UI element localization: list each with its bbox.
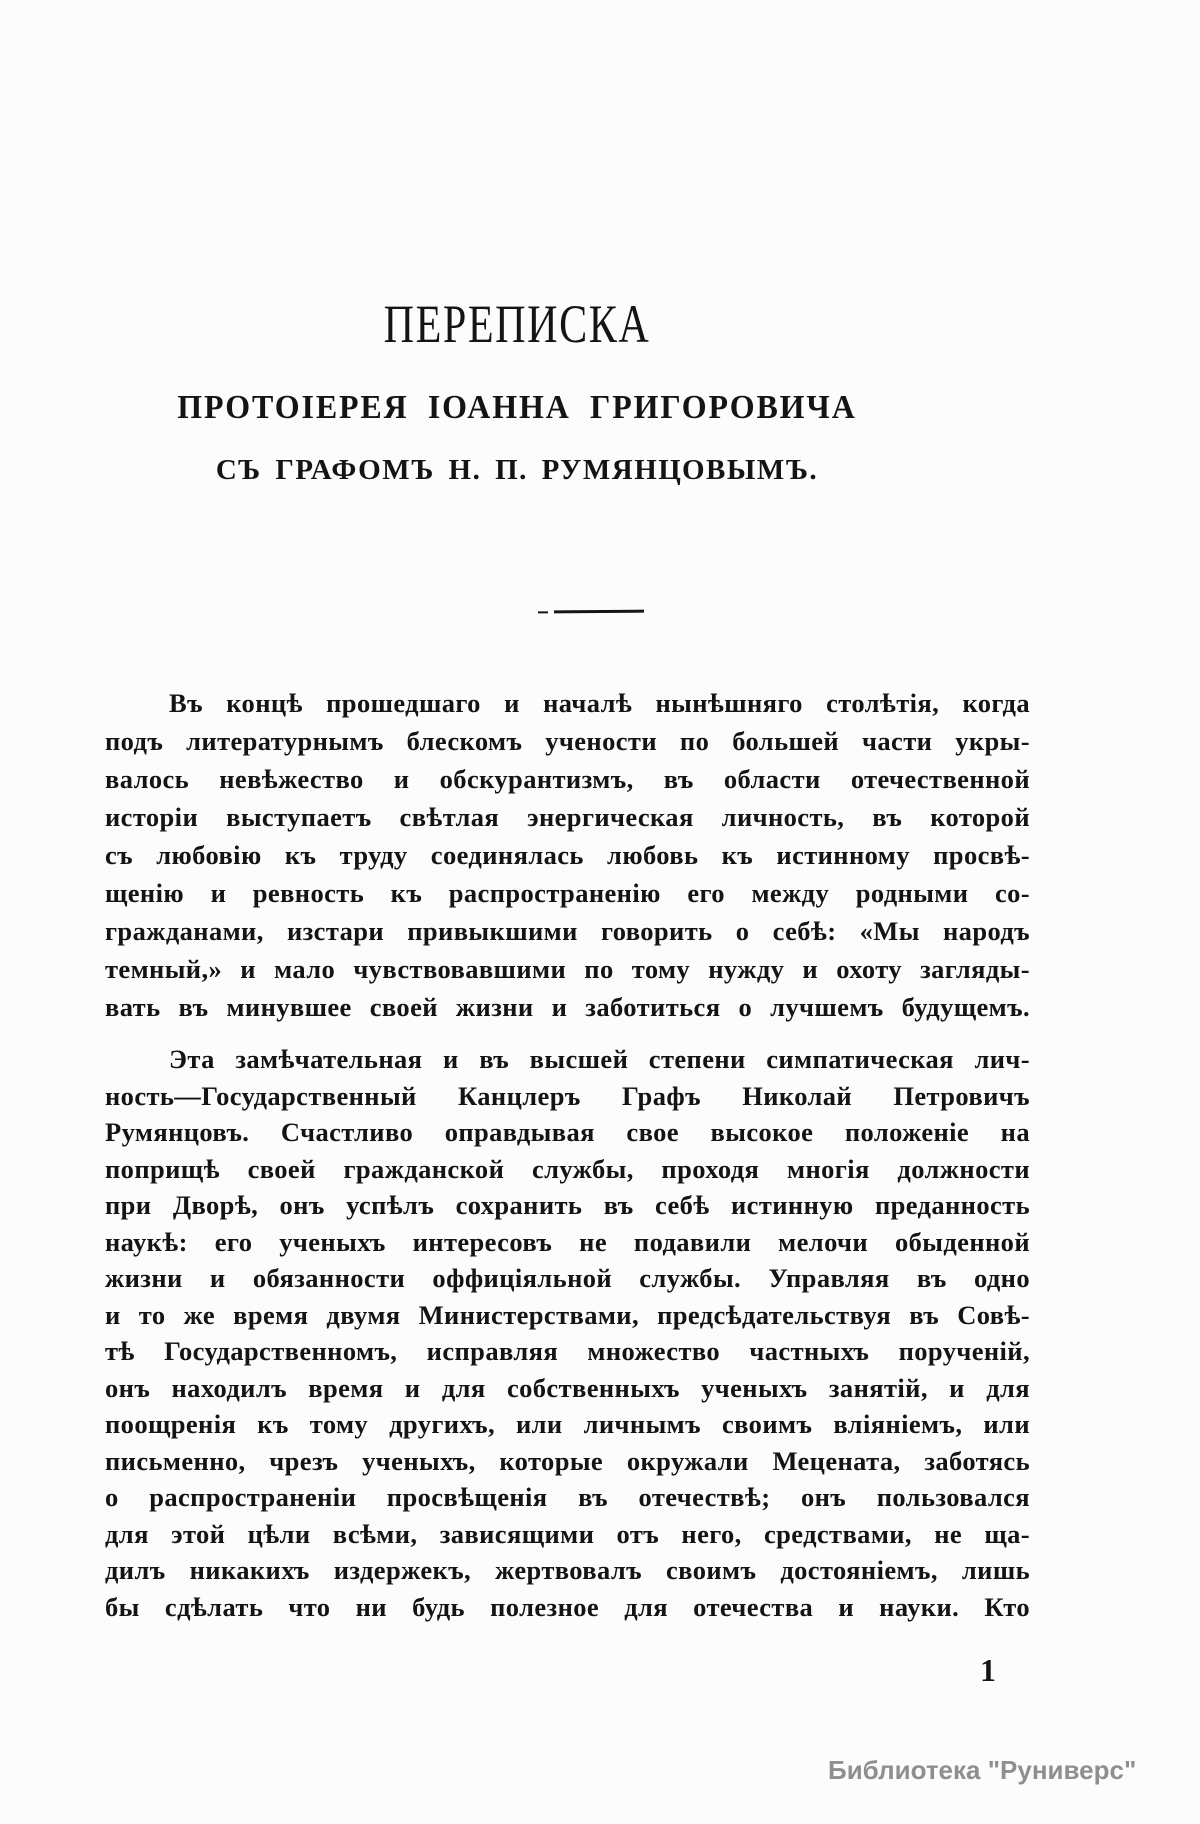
text-line: о распространеніи просвѣщенія въ отечествѣ; онъ пользовался xyxy=(105,1482,1030,1512)
text-line: жизни и обязанности оффиціяльной службы. Управляя въ одно xyxy=(105,1263,1030,1293)
text-line: онъ находилъ время и для собственныхъ ученыхъ занятій, и для xyxy=(105,1372,1030,1403)
text-line: и то же время двумя Министерствами, предсѣдательствуя въ Совѣ- xyxy=(105,1299,1030,1330)
text-line: поощренія къ тому другихъ, или личнымъ своимъ вліяніемъ, или xyxy=(105,1409,1030,1439)
text-line: подъ литературнымъ блескомъ учености по большей части укры- xyxy=(105,726,1030,756)
text-line: Румянцовъ. Счастливо оправдывая свое высокое положеніе на xyxy=(105,1117,1030,1147)
text-line: при Дворѣ, онъ успѣлъ сохранить въ себѣ истинную преданность xyxy=(105,1190,1030,1220)
text-line: щенію и ревность къ распространенію его между родными со- xyxy=(105,878,1030,908)
text-line: для этой цѣли всѣми, зависящими отъ него, средствами, не ща- xyxy=(105,1518,1030,1549)
text-line: вать въ минувшее своей жизни и заботиться о лучшемъ будущемъ. xyxy=(105,992,1030,1022)
text-line: Въ концѣ прошедшаго и началѣ нынѣшняго столѣтія, когда xyxy=(169,688,1030,718)
page-title: ПЕРЕПИСКА xyxy=(383,294,651,354)
text-line: съ любовію къ труду соединялась любовь къ истинному просвѣ- xyxy=(105,840,1030,870)
text-line: бы сдѣлать что ни будь полезное для отечества и науки. Кто xyxy=(105,1591,1030,1622)
body-text xyxy=(105,684,1030,1625)
text-line: исторіи выступаетъ свѣтлая энергическая личность, въ которой xyxy=(105,802,1030,832)
text-line: ность—Государственный Канцлеръ Графъ Николай Петровичъ xyxy=(105,1080,1030,1111)
text-line: темный,» и мало чувствовавшими по тому нужду и охоту загляды- xyxy=(105,954,1030,984)
text-line: письменно, чрезъ ученыхъ, которые окружали Мецената, заботясь xyxy=(105,1445,1030,1476)
page-number: 1 xyxy=(980,1652,996,1688)
text-line: валось невѣжество и обскурантизмъ, въ области отечественной xyxy=(105,764,1030,794)
text-line: тѣ Государственномъ, исправляя множество частныхъ порученій, xyxy=(105,1336,1030,1366)
text-line: Эта замѣчательная и въ высшей степени симпатическая лич- xyxy=(169,1044,1030,1074)
paragraph-2 xyxy=(105,1041,1030,1625)
text-line: гражданами, изстари привыкшими говорить о себѣ: «Мы народъ xyxy=(105,916,1030,946)
text-line: поприщѣ своей гражданской службы, проходя многія должности xyxy=(105,1153,1030,1184)
divider-rule xyxy=(554,610,644,614)
paragraph-1 xyxy=(105,684,1030,1026)
subtitle-correspondent: СЪ ГРАФОМЪ Н. П. РУМЯНЦОВЫМЪ. xyxy=(215,454,819,486)
text-line: наукѣ: его ученыхъ интересовъ не подавили мелочи обыденной xyxy=(105,1226,1030,1257)
subtitle-author: ПРОТОІЕРЕЯ ІОАННА ГРИГОРОВИЧА xyxy=(177,389,857,426)
watermark-text: Библиотека "Руниверс" xyxy=(828,1755,1137,1785)
text-line: дилъ никакихъ издержекъ, жертвовалъ своимъ достояніемъ, лишь xyxy=(105,1555,1030,1585)
